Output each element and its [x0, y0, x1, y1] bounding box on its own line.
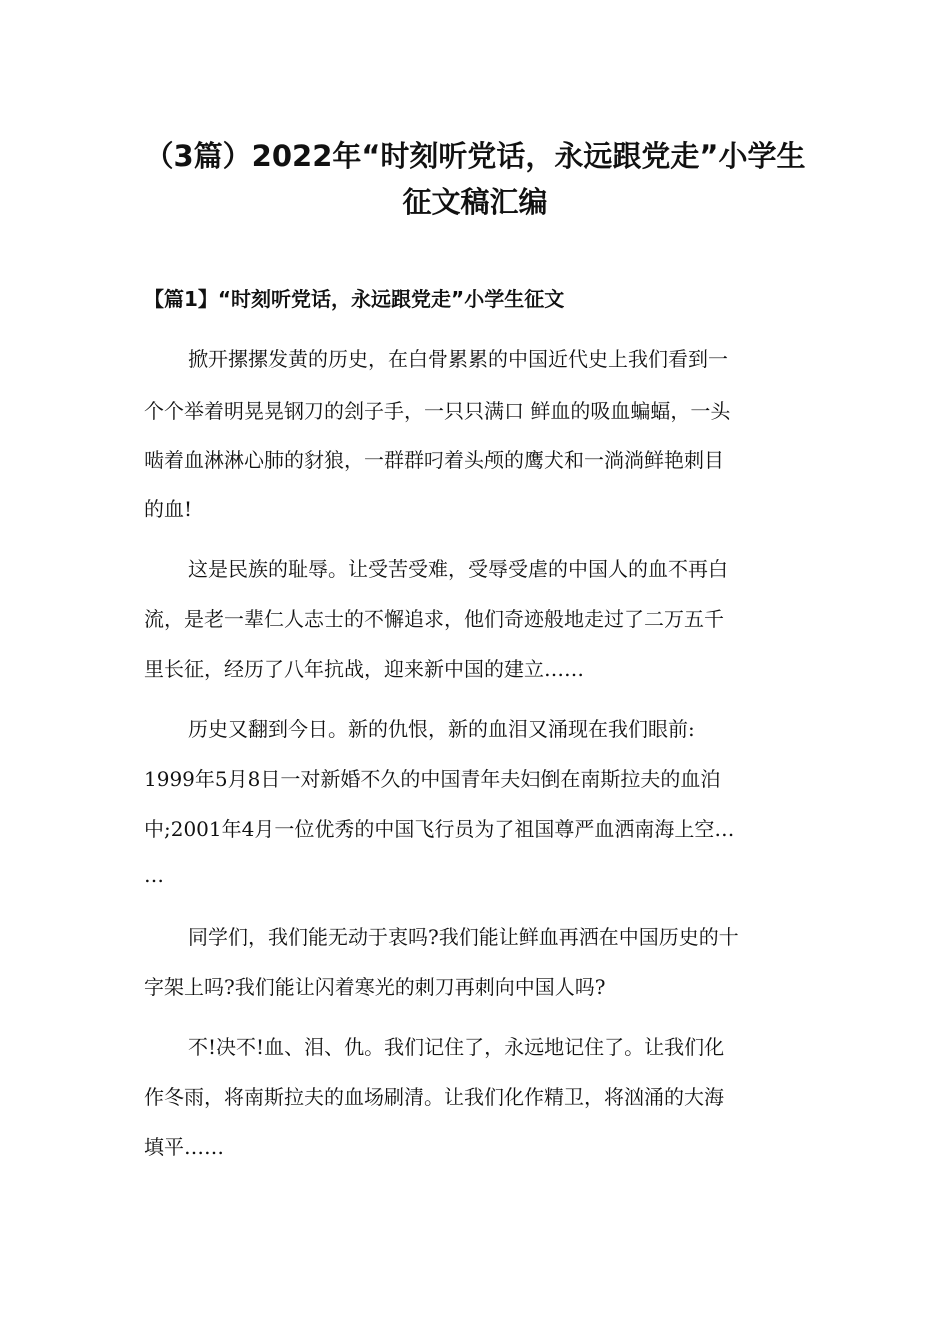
document-title-line-1: （3篇）2022年“时刻听党话，永远跟党走”小学生: [144, 139, 806, 173]
paragraph-5-line-3: 填平……: [144, 1135, 224, 1159]
section-heading: 【篇1】“时刻听党话，永远跟党走”小学生征文: [144, 287, 565, 311]
paragraph-1-line-2: 个个举着明晃晃钢刀的刽子手，一只只满口 鲜血的吸血蝙蝠，一头: [144, 399, 731, 423]
paragraph-4-line-1: 同学们，我们能无动于衷吗?我们能让鲜血再洒在中国历史的十: [188, 925, 739, 949]
paragraph-4-line-2: 字架上吗?我们能让闪着寒光的刺刀再刺向中国人吗?: [144, 975, 606, 999]
paragraph-3-line-1: 历史又翻到今日。新的仇恨，新的血泪又涌现在我们眼前:: [188, 717, 695, 741]
paragraph-3-line-3: 中;2001年4月一位优秀的中国飞行员为了祖国尊严血洒南海上空…: [144, 817, 735, 841]
paragraph-2-line-2: 流，是老一辈仁人志士的不懈追求，他们奇迹般地走过了二万五千: [144, 607, 724, 631]
paragraph-5-line-1: 不!决不!血、泪、仇。我们记住了，永远地记住了。让我们化: [188, 1035, 725, 1059]
paragraph-3-line-2: 1999年5月8日一对新婚不久的中国青年夫妇倒在南斯拉夫的血泊: [144, 767, 721, 791]
paragraph-1-line-4: 的血!: [144, 497, 193, 521]
paragraph-1-line-3: 啮着血淋淋心肺的豺狼，一群群叼着头颅的鹰犬和一淌淌鲜艳刺目: [144, 448, 724, 472]
paragraph-2-line-1: 这是民族的耻辱。让受苦受难，受辱受虐的中国人的血不再白: [188, 557, 728, 581]
document-title-line-2: 征文稿汇编: [402, 185, 548, 219]
paragraph-3-line-4: …: [144, 863, 164, 887]
paragraph-2-line-3: 里长征，经历了八年抗战，迎来新中国的建立……: [144, 657, 584, 681]
paragraph-1-line-1: 掀开摞摞发黄的历史，在白骨累累的中国近代史上我们看到一: [188, 347, 728, 371]
paragraph-5-line-2: 作冬雨，将南斯拉夫的血场刷清。让我们化作精卫，将汹涌的大海: [144, 1085, 724, 1109]
